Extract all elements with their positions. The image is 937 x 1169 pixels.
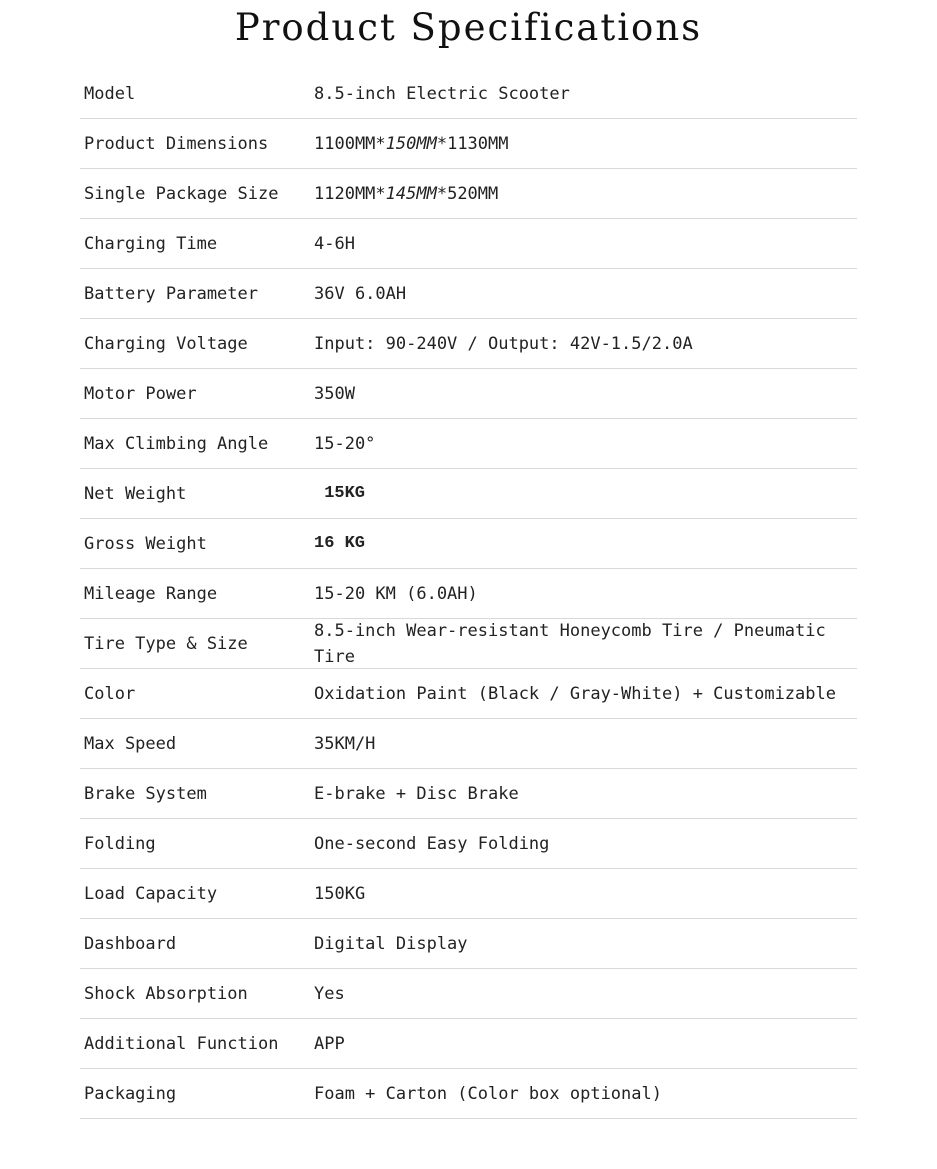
spec-label: Mileage Range <box>84 583 218 604</box>
spec-label: Packaging <box>84 1083 177 1104</box>
spec-label: Motor Power <box>84 383 197 404</box>
spec-label: Charging Time <box>84 233 218 254</box>
spec-label: Tire Type & Size <box>84 633 248 654</box>
spec-row-charging-voltage <box>80 319 857 369</box>
spec-value-part-italic: 150MM* <box>385 133 448 154</box>
spec-value: Oxidation Paint (Black / Gray-White) + Customizable <box>314 683 836 704</box>
spec-row-shock-absorption <box>80 969 857 1019</box>
spec-value: 350W <box>314 383 355 404</box>
spec-value-part: 520MM <box>447 183 499 204</box>
spec-value <box>314 131 834 157</box>
spec-value: E-brake + Disc Brake <box>314 783 519 804</box>
spec-row-model <box>80 69 857 119</box>
spec-row-mileage-range <box>80 569 857 619</box>
spec-value-part-italic: 145MM* <box>385 183 448 204</box>
spec-value: 35KM/H <box>314 733 376 754</box>
spec-label: Net Weight <box>84 483 187 504</box>
spec-label: Color <box>84 683 136 704</box>
spec-value: One-second Easy Folding <box>314 833 550 854</box>
spec-value: 4-6H <box>314 233 355 254</box>
spec-value: Yes <box>314 983 345 1004</box>
spec-label: Product Dimensions <box>84 133 269 154</box>
spec-row-tire-type-size <box>80 619 857 669</box>
spec-value: 15-20° <box>314 433 376 454</box>
spec-value: 15KG <box>314 483 366 503</box>
spec-row-brake-system <box>80 769 857 819</box>
spec-label: Charging Voltage <box>84 333 248 354</box>
spec-label: Brake System <box>84 783 207 804</box>
spec-value: 36V 6.0AH <box>314 283 407 304</box>
spec-label: Additional Function <box>84 1033 279 1054</box>
spec-row-single-package-size <box>80 169 857 219</box>
spec-value: Foam + Carton (Color box optional) <box>314 1083 662 1104</box>
spec-row-additional-function <box>80 1019 857 1069</box>
spec-row-load-capacity <box>80 869 857 919</box>
spec-value: 150KG <box>314 883 366 904</box>
spec-row-charging-time <box>80 219 857 269</box>
spec-label: Single Package Size <box>84 183 279 204</box>
spec-value: 16 KG <box>314 533 366 553</box>
spec-value-part: 1120MM* <box>314 183 386 204</box>
spec-value: APP <box>314 1033 345 1054</box>
spec-label: Max Speed <box>84 733 177 754</box>
spec-row-motor-power <box>80 369 857 419</box>
spec-row-gross-weight <box>80 519 857 569</box>
spec-table <box>80 69 857 1119</box>
spec-label: Folding <box>84 833 156 854</box>
spec-value <box>314 181 834 207</box>
spec-row-color <box>80 669 857 719</box>
spec-label: Load Capacity <box>84 883 218 904</box>
spec-value-part: 1100MM* <box>314 133 386 154</box>
spec-row-folding <box>80 819 857 869</box>
spec-row-max-climbing-angle <box>80 419 857 469</box>
spec-label: Max Climbing Angle <box>84 433 269 454</box>
spec-value-part: 1130MM <box>447 133 509 154</box>
spec-value: Digital Display <box>314 933 468 954</box>
spec-row-packaging <box>80 1069 857 1119</box>
spec-label: Shock Absorption <box>84 983 248 1004</box>
spec-label: Dashboard <box>84 933 177 954</box>
spec-value: 8.5-inch Wear-resistant Honeycomb Tire / Pneumatic Tire <box>314 620 826 667</box>
spec-row-max-speed <box>80 719 857 769</box>
spec-value: Input: 90-240V / Output: 42V-1.5/2.0A <box>314 333 693 354</box>
page-title: Product Specifications <box>234 6 703 49</box>
spec-row-net-weight <box>80 469 857 519</box>
spec-value: 8.5-inch Electric Scooter <box>314 83 570 104</box>
spec-label: Model <box>84 83 136 104</box>
spec-label: Gross Weight <box>84 533 207 554</box>
spec-row-product-dimensions <box>80 119 857 169</box>
spec-label: Battery Parameter <box>84 283 258 304</box>
spec-row-battery-parameter <box>80 269 857 319</box>
spec-row-dashboard <box>80 919 857 969</box>
spec-value: 15-20 KM (6.0AH) <box>314 583 478 604</box>
